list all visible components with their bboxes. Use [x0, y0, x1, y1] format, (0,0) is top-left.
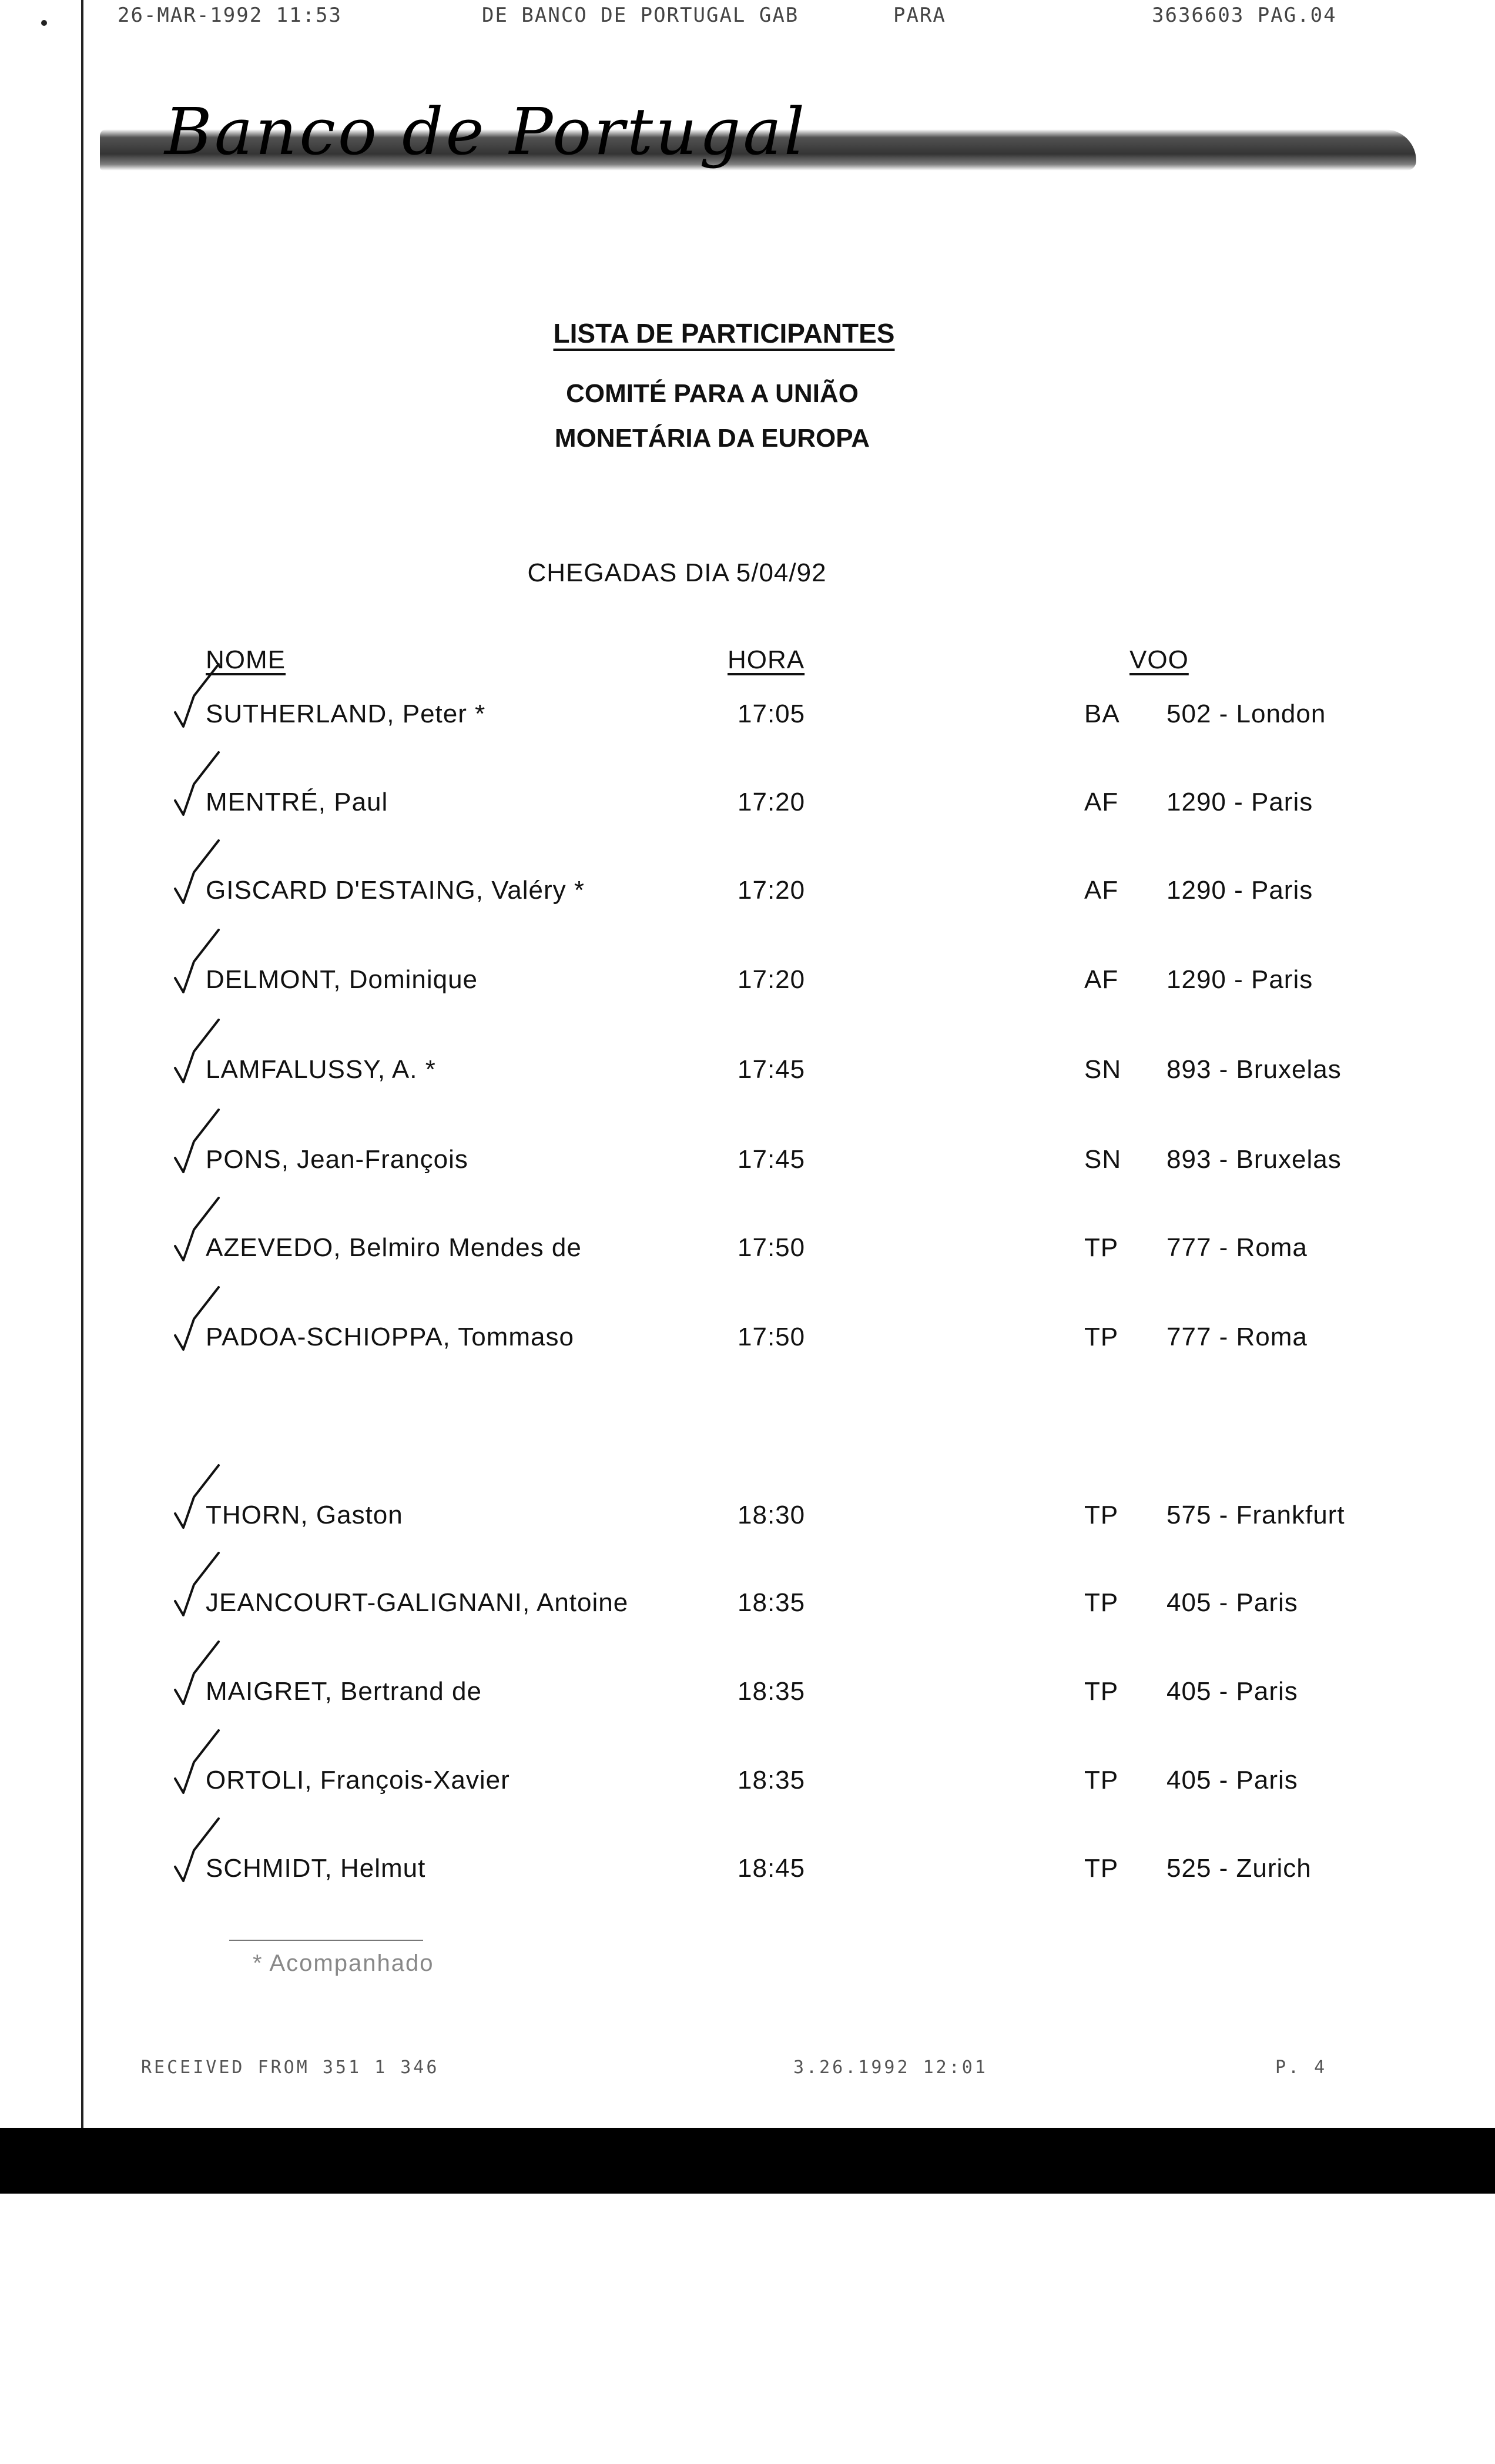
participant-name: MAIGRET, Bertrand de — [206, 1677, 482, 1706]
flight-info: 1290 - Paris — [1166, 876, 1313, 905]
fax-header-to: PARA — [893, 4, 946, 27]
participant-name: SCHMIDT, Helmut — [206, 1854, 426, 1883]
arrival-time: 17:20 — [738, 788, 806, 816]
participant-row — [0, 1233, 1495, 1280]
margin-dot — [41, 20, 47, 26]
participant-row — [0, 1323, 1495, 1370]
arrival-date-heading: CHEGADAS DIA 5/04/92 — [527, 558, 827, 587]
participant-row — [0, 1677, 1495, 1724]
flight-info: 1290 - Paris — [1166, 788, 1313, 816]
arrival-time: 18:30 — [738, 1501, 806, 1529]
subtitle-line-2: MONETÁRIA DA EUROPA — [554, 424, 870, 453]
airline-code: TP — [1084, 1323, 1119, 1351]
column-header-time: HORA — [728, 645, 805, 674]
participant-name: JEANCOURT-GALIGNANI, Antoine — [206, 1588, 629, 1617]
subtitle-line-1: COMITÉ PARA A UNIÃO — [566, 379, 859, 408]
flight-info: 777 - Roma — [1166, 1323, 1308, 1351]
airline-code: TP — [1084, 1766, 1119, 1795]
airline-code: TP — [1084, 1588, 1119, 1617]
airline-code: TP — [1084, 1501, 1119, 1529]
participant-row — [0, 1588, 1495, 1635]
arrival-time: 17:05 — [738, 699, 806, 728]
airline-code: AF — [1084, 965, 1119, 994]
fax-footer-datetime: 3.26.1992 12:01 — [793, 2057, 988, 2078]
participant-row — [0, 699, 1495, 746]
participant-row — [0, 788, 1495, 835]
arrival-time: 17:20 — [738, 965, 806, 994]
arrival-time: 18:35 — [738, 1677, 806, 1706]
arrival-time: 18:35 — [738, 1588, 806, 1617]
column-header-flight: VOO — [1129, 645, 1189, 674]
arrival-time: 17:20 — [738, 876, 806, 905]
fax-footer-received: RECEIVED FROM 351 1 346 — [141, 2057, 440, 2078]
flight-info: 525 - Zurich — [1166, 1854, 1312, 1883]
fax-header — [118, 0, 1381, 35]
arrival-time: 18:45 — [738, 1854, 806, 1883]
participant-name: AZEVEDO, Belmiro Mendes de — [206, 1233, 582, 1262]
airline-code: SN — [1084, 1055, 1122, 1084]
flight-info: 893 - Bruxelas — [1166, 1055, 1342, 1084]
participant-row — [0, 965, 1495, 1012]
subtitle — [0, 371, 1495, 461]
participant-name: PONS, Jean-François — [206, 1145, 468, 1174]
fax-header-sender: DE BANCO DE PORTUGAL GAB — [482, 4, 799, 27]
participant-row — [0, 1145, 1495, 1192]
fax-header-number-page: 3636603 PAG.04 — [1152, 4, 1337, 27]
flight-info: 502 - London — [1166, 699, 1326, 728]
participant-name: SUTHERLAND, Peter * — [206, 699, 486, 728]
airline-code: TP — [1084, 1854, 1119, 1883]
airline-code: SN — [1084, 1145, 1122, 1174]
arrival-time: 18:35 — [738, 1766, 806, 1795]
title-block — [0, 317, 1495, 461]
fax-header-datetime: 26-MAR-1992 11:53 — [118, 4, 342, 27]
participant-name: LAMFALUSSY, A. * — [206, 1055, 436, 1084]
letterhead — [100, 82, 1416, 182]
participant-row — [0, 1854, 1495, 1901]
flight-info: 405 - Paris — [1166, 1588, 1298, 1617]
airline-code: BA — [1084, 699, 1120, 728]
airline-code: TP — [1084, 1233, 1119, 1262]
airline-code: AF — [1084, 876, 1119, 905]
airline-code: TP — [1084, 1677, 1119, 1706]
page-title: LISTA DE PARTICIPANTES — [553, 318, 895, 349]
participant-name: PADOA-SCHIOPPA, Tommaso — [206, 1323, 574, 1351]
participant-row — [0, 1766, 1495, 1813]
participant-name: THORN, Gaston — [206, 1501, 403, 1529]
flight-info: 893 - Bruxelas — [1166, 1145, 1342, 1174]
flight-info: 777 - Roma — [1166, 1233, 1308, 1262]
flight-info: 405 - Paris — [1166, 1677, 1298, 1706]
participant-row — [0, 1055, 1495, 1102]
airline-code: AF — [1084, 788, 1119, 816]
participant-row — [0, 876, 1495, 923]
column-header-name: NOME — [206, 645, 286, 674]
fax-footer-page: P. 4 — [1275, 2057, 1328, 2078]
participant-name: MENTRÉ, Paul — [206, 788, 388, 816]
footnote: * Acompanhado — [253, 1950, 434, 1976]
footnote-divider — [229, 1940, 423, 1941]
participant-name: ORTOLI, François-Xavier — [206, 1766, 510, 1795]
participant-name: GISCARD D'ESTAING, Valéry * — [206, 876, 585, 905]
flight-info: 575 - Frankfurt — [1166, 1501, 1345, 1529]
arrival-time: 17:45 — [738, 1055, 806, 1084]
arrival-time: 17:50 — [738, 1323, 806, 1351]
arrival-time: 17:45 — [738, 1145, 806, 1174]
flight-info: 405 - Paris — [1166, 1766, 1298, 1795]
bank-logo: Banco de Portugal — [165, 94, 807, 169]
participant-name: DELMONT, Dominique — [206, 965, 478, 994]
scan-bottom-band — [0, 2128, 1495, 2194]
flight-info: 1290 - Paris — [1166, 965, 1313, 994]
arrival-time: 17:50 — [738, 1233, 806, 1262]
participant-row — [0, 1501, 1495, 1548]
